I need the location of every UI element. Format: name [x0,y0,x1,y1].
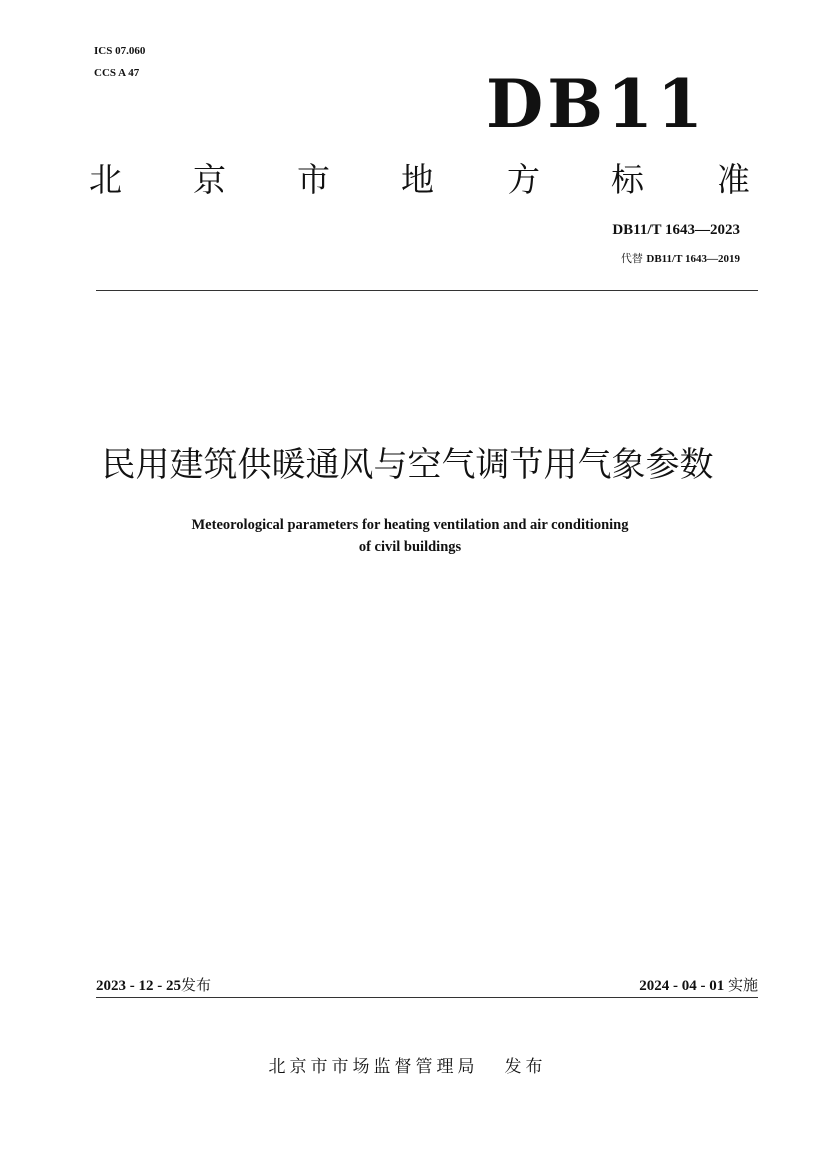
issue-date-block [96,974,211,995]
local-standard-char: 北 [89,160,122,199]
standard-number: DB11/T 1643—2023 [612,222,740,238]
publisher-name: 北京市市场监督管理局 [268,1057,479,1077]
top-divider [96,290,758,291]
bottom-divider [96,997,758,998]
db-code-logo: DB11 [486,65,707,143]
implement-date-block [639,974,758,995]
local-standard-heading [89,150,759,210]
title-chinese: 民用建筑供暖通风与空气调节用气象参数 [101,445,714,485]
implement-date: 2024 - 04 - 01 [639,978,725,994]
replaces-line [621,250,740,266]
local-standard-char: 准 [717,160,750,199]
local-standard-char: 标 [611,160,644,199]
title-english [60,514,760,558]
local-standard-char: 地 [401,160,434,199]
local-standard-char: 市 [297,160,330,199]
implement-label: 实施 [727,976,758,994]
issue-date: 2023 - 12 - 25 [96,978,181,994]
publisher-line [0,1052,815,1077]
publisher-action: 发布 [504,1057,547,1077]
local-standard-char: 方 [507,160,540,199]
ccs-code: CCS A 47 [94,67,140,79]
classification-block [94,40,145,84]
ics-code: ICS 07.060 [94,45,146,57]
local-standard-char: 京 [193,160,226,199]
title-english-line2: of civil buildings [358,539,462,555]
issue-label: 发布 [181,976,212,994]
replaces-label: 代替 [620,252,643,265]
replaces-number: DB11/T 1643—2019 [646,253,740,265]
title-english-line1: Meteorological parameters for heating ventilation and air conditioning [191,517,629,533]
